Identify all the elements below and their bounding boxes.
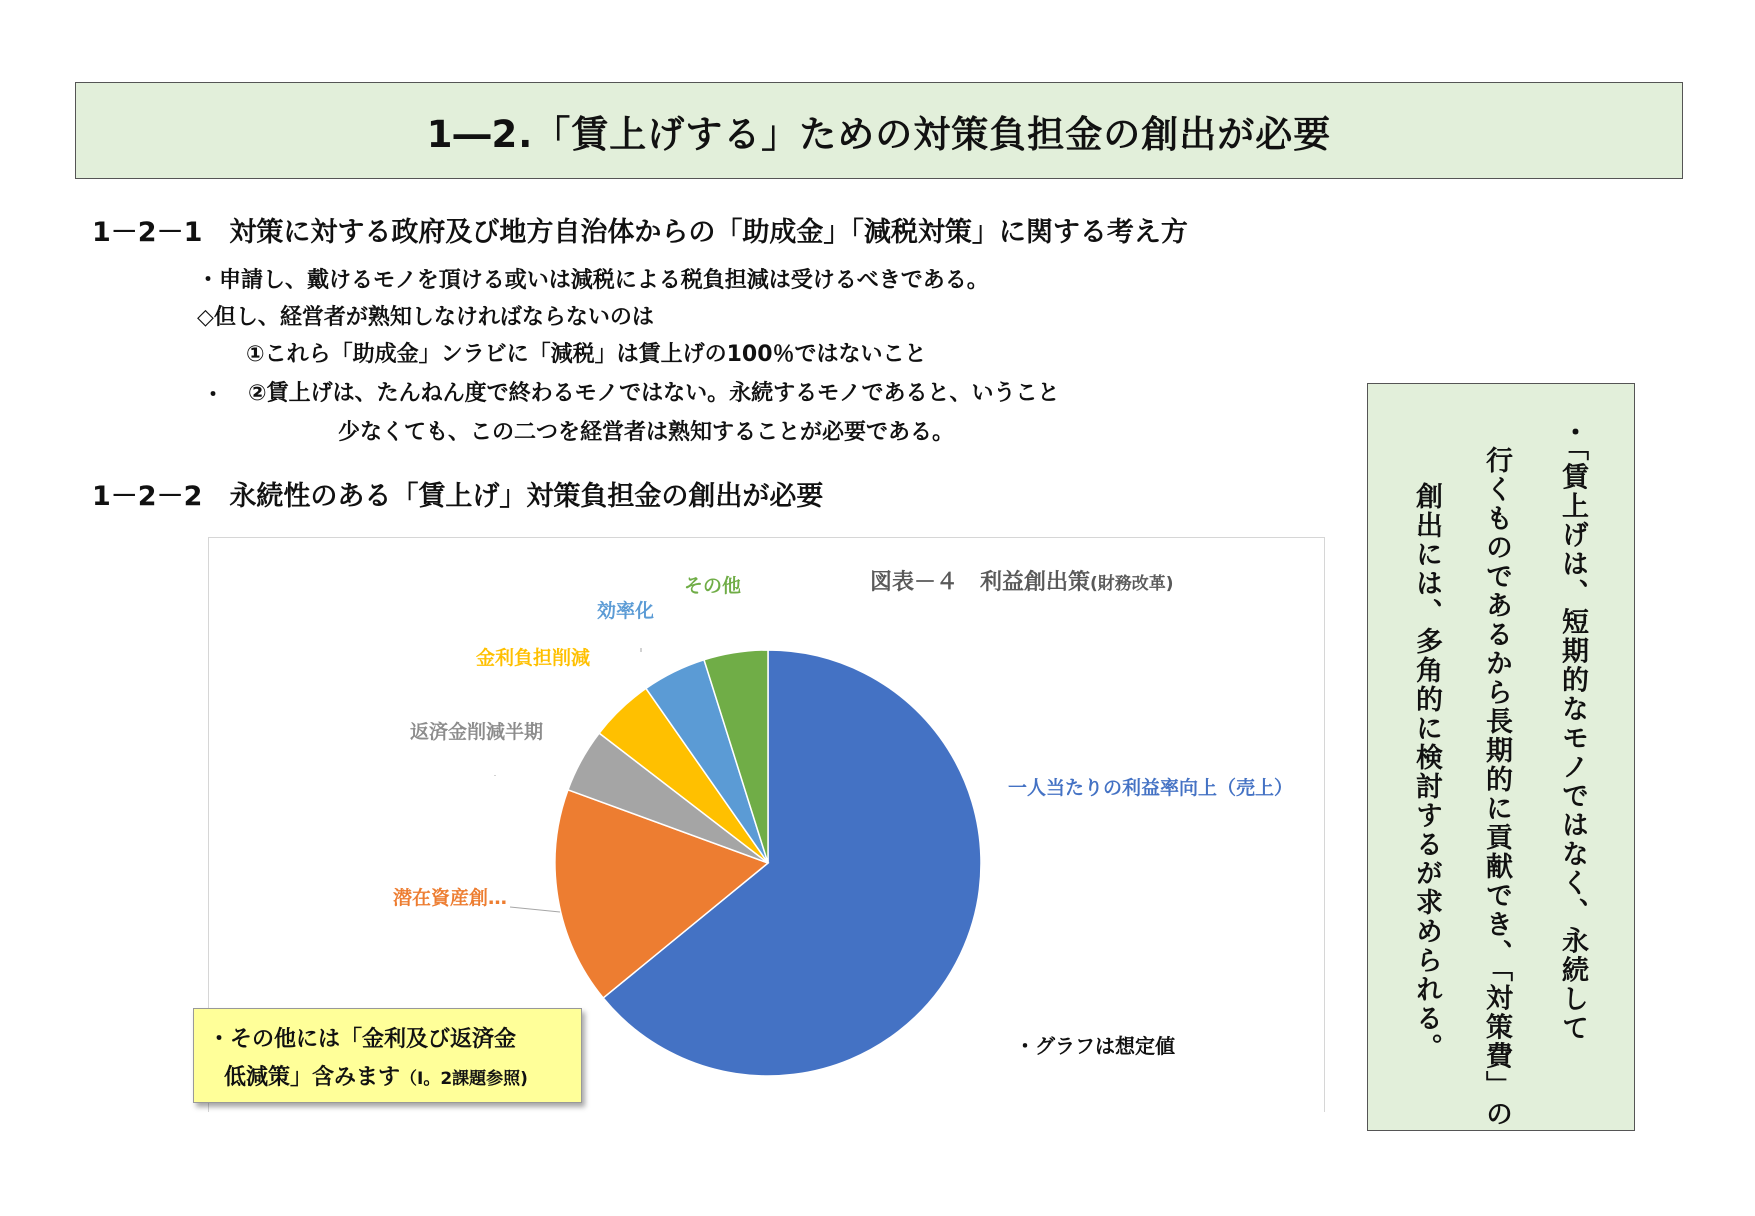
bullet-line-3: ①これら「助成金」ンラビに「減税」は賃上げの100％ではないこと <box>246 342 927 367</box>
bullet-line-5: 少なくても、この二つを経営者は熟知することが必要である。 <box>338 420 955 445</box>
chart-title-sub: (財務改革) <box>1090 574 1174 594</box>
bullet-line-1: ・申請し、戴けるモノを頂ける或いは減税による税負担減は受けるべきである。 <box>197 268 989 293</box>
bullet-line-4: ②賃上げは、たんねん度で終わるモノではない。永続するモノであると、いうこと <box>248 381 1060 406</box>
pie-leader-line-1 <box>510 907 560 912</box>
side-note-col-3: 創出には、多角的に検討するが求められる。 <box>1411 482 1442 1062</box>
pie-label-2: 返済金削減半期 <box>410 721 544 743</box>
pie-label-4: 効率化 <box>597 600 655 622</box>
pie-label-3: 金利負担削減 <box>476 647 591 669</box>
section-heading-2: 1－2－2 永続性のある「賃上げ」対策負担金の創出が必要 <box>92 481 824 512</box>
graph-note: ・グラフは想定値 <box>1015 1034 1175 1058</box>
section-heading-1: 1－2－1 対策に対する政府及び地方自治体からの「助成金」「減税対策」に関する考え方 <box>92 217 1188 248</box>
bullet-line-2: ◇但し、経営者が熟知しなければならないのは <box>197 305 654 330</box>
note-line-1: ・その他には「金利及び返済金 <box>208 1027 517 1052</box>
side-note-box <box>1367 383 1635 1131</box>
note-line-2 <box>208 1059 581 1098</box>
chart-title-main: 図表－４ 利益創出策 <box>870 570 1091 595</box>
note-line-2-main: 低減策」含みます <box>224 1065 401 1090</box>
side-note-col-1: ・「賃上げは、短期的なモノではなく、永続して <box>1557 418 1588 1043</box>
note-line-2-ref: （Ⅰ。2課題参照) <box>400 1069 528 1089</box>
side-note-col-2: 行くものであるから長期的に貢献でき、「対策費」の <box>1481 446 1512 1129</box>
pie-label-0: 一人当たりの利益率向上（売上） <box>1008 777 1294 799</box>
note-box <box>193 1008 582 1103</box>
bullet-dot: ・ <box>202 383 225 408</box>
pie-label-5: その他 <box>684 575 742 597</box>
page-title: 1―2.「賃上げする」ための対策負担金の創出が必要 <box>426 112 1332 156</box>
pie-label-1: 潜在資産創… <box>393 887 508 909</box>
